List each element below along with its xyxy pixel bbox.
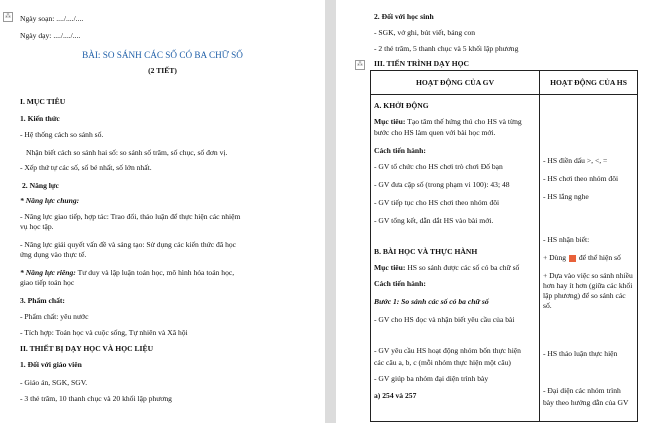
gv-line: - GV tổng kết, dẫn dắt HS vào bài mới.	[374, 216, 494, 225]
gv-cach-tien-hanh: Cách tiến hành:	[374, 279, 426, 288]
ngay-day: Ngày dạy: ..../..../....	[20, 31, 81, 40]
heading-bai-hoc: B. BÀI HỌC VÀ THỰC HÀNH	[374, 247, 478, 256]
heading-kien-thuc: 1. Kiến thức	[20, 114, 60, 123]
hs-line: - HS chơi theo nhóm đôi	[543, 174, 619, 183]
heading-giao-vien: 1. Đối với giáo viên	[20, 360, 82, 369]
kien-thuc-line: Nhận biết cách so sánh hai số: so sánh số trăm, số chục, số đơn vị.	[26, 148, 228, 157]
heading-tien-trinh: III. TIẾN TRÌNH DẠY HỌC	[374, 59, 470, 68]
column-header-hs: HOẠT ĐỘNG CỦA HS	[540, 71, 638, 95]
gv-line: - GV giúp ba nhóm đại diện trình bày	[374, 374, 489, 383]
nang-luc-rieng-label: * Năng lực riêng:	[20, 268, 76, 277]
page-gutter	[325, 0, 336, 423]
hs-line: - HS thảo luận thực hiện	[543, 349, 618, 358]
gv-buoc-1: Bước 1: So sánh các số có ba chữ số	[374, 297, 489, 306]
nang-luc-rieng-text: Tư duy và lập luận toán học, mô hình hóa toán học,	[75, 268, 235, 277]
heading-hoc-sinh: 2. Đối với học sinh	[374, 12, 434, 21]
block-square-icon	[569, 255, 576, 262]
kien-thuc-line: - Xếp thứ tự các số, số bé nhất, số lớn nhất.	[20, 163, 152, 172]
heading-khoi-dong: A. KHỞI ĐỘNG	[374, 101, 429, 110]
nang-luc-rieng	[20, 268, 234, 278]
hs-line: - Đại diện các nhóm trình	[543, 386, 621, 395]
lesson-subtitle: (2 TIẾT)	[148, 66, 177, 75]
column-header-gv: HOẠT ĐỘNG CỦA GV	[371, 71, 540, 95]
nang-luc-line: ứng dụng vào thực tế.	[20, 250, 87, 259]
hs-line: bày theo hướng dẫn của GV	[543, 398, 629, 407]
lesson-title: BÀI: SO SÁNH CÁC SỐ CÓ BA CHỮ SỐ	[82, 50, 243, 60]
gv-line: - GV yêu cầu HS hoạt động nhóm bốn thực hiện	[374, 346, 521, 355]
kien-thuc-line: - Hệ thống cách so sánh số.	[20, 130, 104, 139]
hs-line: số.	[543, 301, 552, 310]
hs-activities-cell	[540, 95, 638, 422]
nang-luc-chung: * Năng lực chung:	[20, 196, 80, 205]
nang-luc-line: - Năng lực giao tiếp, hợp tác: Trao đổi, thảo luận để thực hiện các nhiệm	[20, 212, 241, 221]
heading-thiet-bi: II. THIẾT BỊ DẠY HỌC VÀ HỌC LIỆU	[20, 344, 154, 353]
activities-table	[370, 70, 638, 422]
heading-muc-tieu: I. MỤC TIÊU	[20, 97, 66, 106]
gv-cach-tien-hanh: Cách tiến hành:	[374, 146, 426, 155]
hs-line: - HS điền dấu >, <, =	[543, 156, 608, 165]
ngay-soan: Ngày soạn: ..../..../....	[20, 14, 84, 23]
gv-activities-cell	[371, 95, 540, 422]
giao-vien-line: - Giáo án, SGK, SGV.	[20, 378, 88, 387]
hs-line: - HS nhận biết:	[543, 235, 590, 244]
table-move-handle-icon[interactable]: ⁂	[5, 13, 11, 20]
gv-line: - GV cho HS đọc và nhận biết yêu cầu của bài	[374, 315, 515, 324]
hoc-sinh-line: - SGK, vở ghi, bút viết, bảng con	[374, 28, 476, 37]
nang-luc-line: - Năng lực giải quyết vấn đề và sáng tạo: Sử dụng các kiến thức đã học	[20, 240, 237, 249]
hs-line: + Dựa vào việc so sánh nhiều	[543, 271, 633, 280]
gv-line: - GV tiếp tục cho HS chơi theo nhóm đôi	[374, 198, 500, 207]
hs-line: + Dùng để thể hiện số	[543, 253, 621, 262]
gv-line: a) 254 và 257	[374, 391, 417, 400]
gv-line: - GV tổ chức cho HS chơi trò chơi Đố bạn	[374, 162, 503, 171]
hoc-sinh-line: - 2 thẻ trăm, 5 thanh chục và 5 khối lập phương	[374, 44, 519, 53]
table-move-handle-icon[interactable]: ⁂	[357, 61, 363, 68]
nang-luc-line: vụ học tập.	[20, 222, 54, 231]
heading-pham-chat: 3. Phẩm chất:	[20, 296, 65, 305]
pham-chat-line: - Phẩm chất: yêu nước	[20, 312, 89, 321]
hs-line: hơn hay ít hơn (giữa các khối	[543, 281, 633, 290]
gv-line: các câu a, b, c (mỗi nhóm thực hiện một câu)	[374, 358, 511, 367]
hs-line: lập phương) để so sánh các	[543, 291, 626, 300]
hs-line: - HS lắng nghe	[543, 192, 589, 201]
pham-chat-line: - Tích hợp: Toán học và cuộc sống, Tự nhiên và Xã hội	[20, 328, 188, 337]
nang-luc-line: giao tiếp toán học	[20, 278, 75, 287]
giao-vien-line: - 3 thẻ trăm, 10 thanh chục và 20 khối lập phương	[20, 394, 172, 403]
gv-line: bước cho HS làm quen với bài học mới.	[374, 128, 496, 137]
gv-line: Mục tiêu: HS so sánh được các số có ba chữ số	[374, 263, 520, 272]
gv-line: Mục tiêu: Tạo tâm thế hứng thú cho HS và từng	[374, 117, 522, 126]
gv-line: - GV đưa cặp số (trong phạm vi 100): 43; 48	[374, 180, 510, 189]
heading-nang-luc: 2. Năng lực	[22, 181, 59, 190]
